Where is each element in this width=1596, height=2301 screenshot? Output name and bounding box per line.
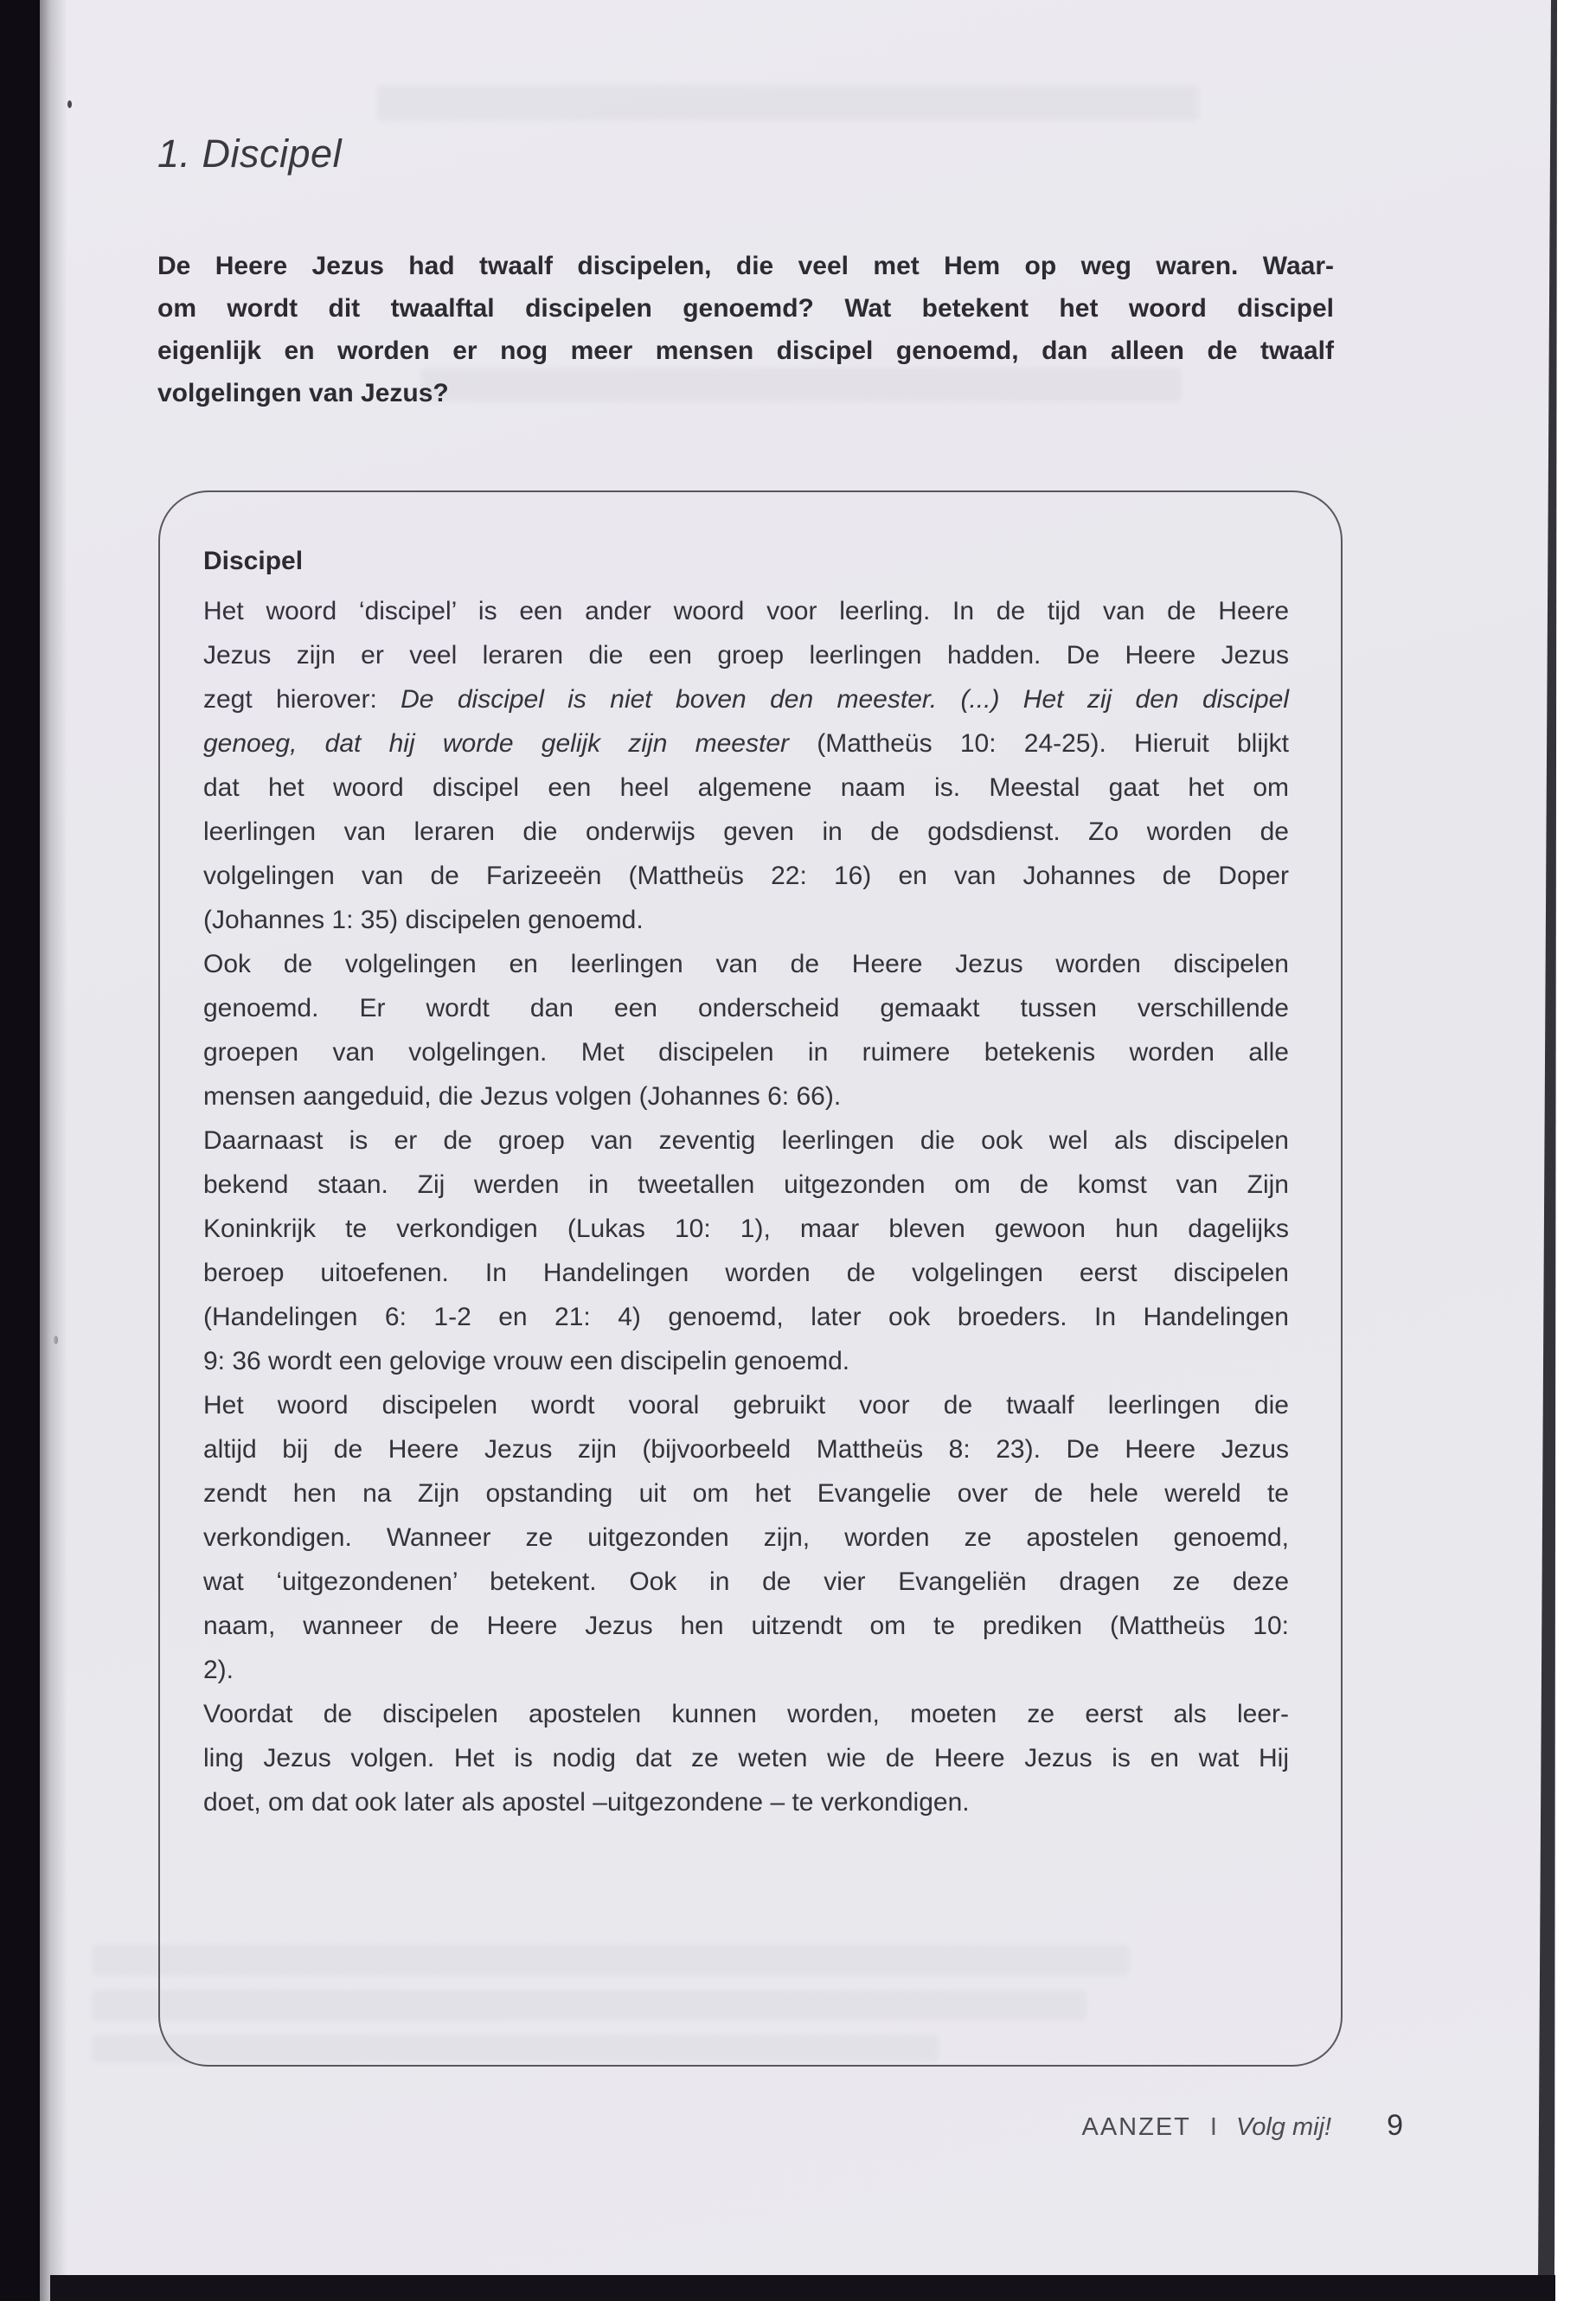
text-line: dat het woord discipel een heel algemene naam is. Meestal gaat het om [203,773,1289,802]
page-number: 9 [1387,2109,1403,2142]
text-line: (Johannes 1: 35) discipelen genoemd. [203,906,644,934]
text-line: (Handelingen 6: 1-2 en 21: 4) genoemd, later ook broeders. In Handelingen [203,1303,1289,1331]
chapter-heading: 1. Discipel [157,131,343,176]
bleed-through [377,85,1199,121]
text-line: Ook de volgelingen en leerlingen van de Heere Jezus worden discipelen [203,950,1289,978]
text-line: naam, wanneer de Heere Jezus hen uitzendt om te prediken (Mattheüs 10: [203,1612,1289,1640]
intro-paragraph [157,245,1334,414]
book-spine-bar [0,0,40,2301]
text-line: om wordt dit twaalftal discipelen genoemd? Wat betekent het woord discipel [157,294,1334,323]
text-line: volgelingen van Jezus? [157,379,449,407]
info-box-paragraph [203,1383,1289,1692]
text-line: Voordat de discipelen apostelen kunnen worden, moeten ze eerst als leer- [203,1700,1289,1728]
text-line: wat ‘uitgezondenen’ betekent. Ook in de vier Evangeliën dragen ze deze [203,1567,1289,1596]
text-line: Jezus zijn er veel leraren die een groep leerlingen hadden. De Heere Jezus [203,641,1289,670]
text-line: altijd bij de Heere Jezus zijn (bijvoorbeeld Mattheüs 8: 23). De Heere Jezus [203,1435,1289,1464]
info-box-title: Discipel [203,547,304,575]
text-line: genoemd. Er wordt dan een onderscheid gemaakt tussen verschillende [203,994,1289,1022]
text-line: leerlingen van leraren die onderwijs geven in de godsdienst. Zo worden de [203,817,1289,846]
info-box-paragraph [203,1692,1289,1824]
info-box-paragraph [203,942,1289,1118]
text-line: Het woord ‘discipel’ is een ander woord voor leerling. In de tijd van de Heere [203,597,1289,625]
text-line: De Heere Jezus had twaalf discipelen, die veel met Hem op weg waren. Waar- [157,252,1334,280]
info-box [158,490,1343,2067]
text-line: Daarnaast is er de groep van zeventig leerlingen die ook wel als discipelen [203,1126,1289,1155]
text-line: genoeg, dat hij worde gelijk zijn meester (Mattheüs 10: 24-25). Hieruit blijkt [203,729,1289,758]
text-line: groepen van volgelingen. Met discipelen in ruimere betekenis worden alle [203,1038,1289,1067]
text-line: zegt hierover: De discipel is niet boven den meester. (...) Het zij den discipel [203,685,1289,714]
page-surface [40,0,1555,2277]
info-box-paragraph [203,589,1289,942]
footer-separator: I [1209,2113,1217,2141]
info-box-body [203,589,1289,1824]
text-line: 9: 36 wordt een gelovige vrouw een discipelin genoemd. [203,1347,850,1375]
page-footer [157,2109,1403,2143]
footer-series-name: AANZET [1081,2113,1191,2141]
info-box-paragraph [203,1118,1289,1383]
text-line: ling Jezus volgen. Het is nodig dat ze weten wie de Heere Jezus is en wat Hij [203,1744,1289,1772]
footer-book-title: Volg mij! [1235,2113,1332,2141]
text-line: 2). [203,1656,234,1684]
page-left-edge-shadow [40,0,67,2301]
text-line: bekend staan. Zij werden in tweetallen uitgezonden om de komst van Zijn [203,1170,1289,1199]
text-line: verkondigen. Wanneer ze uitgezonden zijn, worden ze apostelen genoemd, [203,1523,1289,1552]
text-line: beroep uitoefenen. In Handelingen worden de volgelingen eerst discipelen [203,1259,1289,1287]
text-line: Het woord discipelen wordt vooral gebruikt voor de twaalf leerlingen die [203,1391,1289,1420]
text-line: volgelingen van de Farizeeën (Mattheüs 22: 16) en van Johannes de Doper [203,862,1289,890]
text-line: zendt hen na Zijn opstanding uit om het Evangelie over de hele wereld te [203,1479,1289,1508]
text-line: mensen aangeduid, die Jezus volgen (Johannes 6: 66). [203,1082,842,1111]
scan-bottom-bar [50,2275,1555,2301]
text-line: doet, om dat ook later als apostel –uitgezondene – te verkondigen. [203,1788,970,1817]
scan-speck [67,100,72,108]
text-line: Koninkrijk te verkondigen (Lukas 10: 1), maar bleven gewoon hun dagelijks [203,1215,1289,1243]
text-line: eigenlijk en worden er nog meer mensen discipel genoemd, dan alleen de twaalf [157,336,1334,365]
